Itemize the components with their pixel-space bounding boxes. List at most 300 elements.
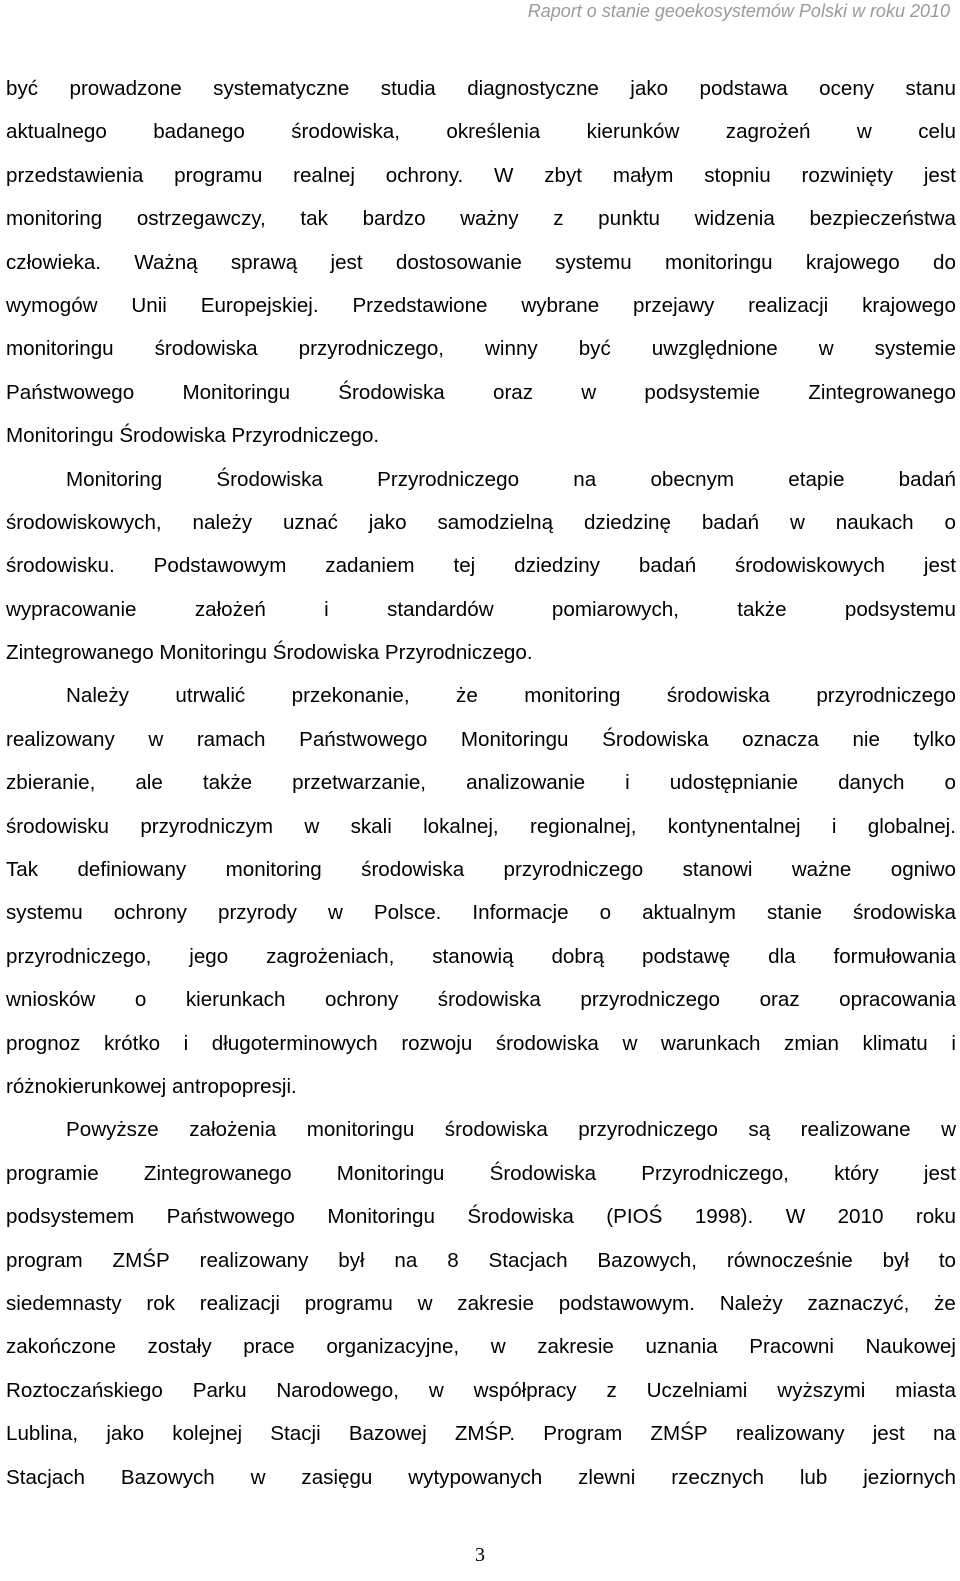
word: badanego [153, 120, 245, 144]
text-line [6, 631, 956, 674]
word: środowiska, [291, 120, 400, 144]
running-header: Raport o stanie geoekosystemów Polski w roku 2010 [527, 1, 950, 21]
text-line [6, 458, 956, 501]
text-line [6, 1456, 956, 1499]
word: Narodowego, [276, 1378, 399, 1402]
word: ale [135, 771, 163, 795]
word: uznania [645, 1335, 718, 1359]
word: Monitoring [66, 467, 163, 491]
word: Tak [6, 858, 39, 882]
word: realizacji [199, 1291, 280, 1315]
word: przyrodniczego [580, 988, 721, 1012]
word: ramach [196, 727, 266, 751]
word: zagrożeń [725, 120, 811, 144]
word: 1998). [694, 1205, 754, 1229]
text-line [6, 1325, 956, 1368]
word: oraz [492, 380, 534, 404]
text-line [6, 1152, 956, 1195]
word: zadaniem [325, 554, 415, 578]
word: środowiska [495, 1031, 599, 1055]
word: przyrodniczego [816, 684, 956, 708]
text-line [6, 935, 956, 978]
word: wymogów [6, 293, 98, 317]
word: miasta [895, 1378, 956, 1402]
word: w [428, 1378, 444, 1402]
line-text: różnokierunkowej antropopresji. [6, 1074, 297, 1098]
word: systemu [6, 901, 83, 925]
word: równocześnie [726, 1248, 853, 1272]
word: badań [701, 510, 760, 534]
word: 2010 [837, 1205, 884, 1229]
word: że [934, 1291, 956, 1315]
word: ostrzegawczy, [136, 207, 266, 231]
word: zaznaczyć, [807, 1291, 910, 1315]
word: środowiska [154, 337, 258, 361]
text-line [6, 1412, 956, 1455]
word: Bazowej [348, 1422, 427, 1446]
word: podsystemu [844, 597, 956, 621]
word: Informacje [472, 901, 569, 925]
word: Zintegrowanego [143, 1161, 292, 1185]
word: ogniwo [890, 858, 956, 882]
word: zagrożeniach, [266, 944, 395, 968]
word: są [748, 1118, 771, 1142]
word: wniosków [6, 988, 96, 1012]
word: w [856, 120, 872, 144]
text-line [6, 718, 956, 761]
word: Stacjach [6, 1465, 85, 1489]
text-line [6, 1108, 956, 1151]
word: organizacyjne, [326, 1335, 460, 1359]
word: winny [485, 337, 538, 361]
word: W [494, 163, 514, 187]
word: udostępnianie [669, 771, 799, 795]
word: pomiarowych, [551, 597, 679, 621]
word: badań [898, 467, 956, 491]
word: celu [918, 120, 956, 144]
word: w [250, 1465, 266, 1489]
word: długoterminowych [211, 1031, 378, 1055]
word: krajowego [805, 250, 900, 274]
word: opracowania [839, 988, 956, 1012]
word: krótko [103, 1031, 161, 1055]
word: W [785, 1205, 806, 1229]
word: jego [189, 944, 229, 968]
word: tak [300, 207, 328, 231]
word: analizowanie [466, 771, 586, 795]
word: naukach [835, 510, 914, 534]
word: dziedziny [514, 554, 600, 578]
word: i [831, 814, 837, 838]
word: Państwowego [299, 727, 428, 751]
word: siedemnasty [6, 1291, 122, 1315]
word: program [6, 1248, 83, 1272]
word: przedstawienia [6, 163, 144, 187]
word: klimatu [862, 1031, 928, 1055]
text-line [6, 1195, 956, 1238]
word: nie [852, 727, 880, 751]
word: realizowany [6, 727, 115, 751]
word: prognoz [6, 1031, 81, 1055]
text-line [6, 848, 956, 891]
word: z [606, 1378, 617, 1402]
word: Monitoringu [336, 1161, 445, 1185]
word: ochrony [113, 901, 187, 925]
word: dziedzinę [583, 510, 671, 534]
word: Monitoringu [327, 1205, 435, 1229]
word: ważne [791, 858, 852, 882]
word: środowiska [361, 858, 465, 882]
text-line [6, 110, 956, 153]
word: systemie [874, 337, 956, 361]
word: programie [6, 1161, 99, 1185]
word: aktualnego [6, 120, 107, 144]
word: bardzo [362, 207, 426, 231]
word: zakończone [6, 1335, 116, 1359]
word: o [599, 901, 612, 925]
word: jako [106, 1422, 145, 1446]
text-line [6, 327, 956, 370]
text-line [6, 241, 956, 284]
word: Podstawowym [153, 554, 287, 578]
word: lub [799, 1465, 828, 1489]
text-line [6, 1065, 956, 1108]
word: Przyrodniczego [377, 467, 520, 491]
word: programu [304, 1291, 393, 1315]
word: rok [146, 1291, 175, 1315]
word: przyrodniczego [578, 1118, 718, 1142]
word: środowiskowych, [6, 510, 162, 534]
text-line [6, 1282, 956, 1325]
word: dobrą [551, 944, 605, 968]
text-line [6, 978, 956, 1021]
text-line [6, 1239, 956, 1282]
word: stanowi [682, 858, 753, 882]
word: z [553, 207, 564, 231]
line-text: Monitoringu Środowiska Przyrodniczego. [6, 424, 380, 448]
word: podstawa [699, 77, 788, 100]
word: bezpieczeństwa [809, 207, 956, 231]
word: Monitoringu [182, 380, 291, 404]
word: dla [768, 944, 796, 968]
word: Polsce. [373, 901, 442, 925]
word: Uczelniami [646, 1378, 748, 1402]
word: który [834, 1161, 879, 1185]
word: Państwowego [166, 1205, 295, 1229]
word: w [818, 337, 834, 361]
word: Ważną [134, 250, 198, 274]
word: zbieranie, [6, 771, 96, 795]
word: uwzględnione [651, 337, 778, 361]
word: tylko [913, 727, 956, 751]
word: w [304, 814, 320, 838]
word: Roztoczańskiego [6, 1378, 163, 1402]
word: Program [543, 1422, 623, 1446]
word: etapie [788, 467, 845, 491]
word: jest [872, 1422, 905, 1446]
word: w [581, 380, 597, 404]
word: przetwarzanie, [292, 771, 427, 795]
word: Państwowego [6, 380, 135, 404]
word: wypracowanie [6, 597, 137, 621]
word: realizowane [800, 1118, 911, 1142]
text-line [6, 761, 956, 804]
word: ZMŚP. [454, 1422, 516, 1446]
word: zasięgu [301, 1465, 373, 1489]
word: jako [630, 77, 669, 100]
word: realizowany [199, 1248, 309, 1272]
word: to [938, 1248, 956, 1272]
word: zakresie [537, 1335, 614, 1359]
word: monitoringu [665, 250, 773, 274]
word: w [789, 510, 805, 534]
word: wytypowanych [408, 1465, 543, 1489]
word: kierunkach [185, 988, 286, 1012]
text-line [6, 674, 956, 717]
word: na [394, 1248, 418, 1272]
word: prace [243, 1335, 295, 1359]
text-line [6, 284, 956, 327]
word: Powyższe [66, 1118, 159, 1142]
word: Stacjach [488, 1248, 568, 1272]
word: Środowiska [338, 380, 445, 404]
word: zostały [147, 1335, 212, 1359]
word: oraz [759, 988, 800, 1012]
word: monitoring [225, 858, 322, 882]
word: oceny [819, 77, 875, 100]
word: także [202, 771, 253, 795]
word: w [490, 1335, 506, 1359]
word: obecnym [650, 467, 735, 491]
text-line [6, 501, 956, 544]
word: Należy [66, 684, 129, 708]
word: określenia [446, 120, 541, 144]
word: widzenia [694, 207, 775, 231]
word: rzecznych [671, 1465, 764, 1489]
word: środowiska [444, 1118, 548, 1142]
word: w [327, 901, 343, 925]
word: przyrodniczym [140, 814, 274, 838]
word: (PIOŚ [606, 1205, 663, 1229]
word: środowiska [666, 684, 770, 708]
word: Środowiska [467, 1205, 574, 1229]
word: tej [453, 554, 476, 578]
text-line [6, 1369, 956, 1412]
word: monitoringu [6, 337, 114, 361]
word: o [944, 510, 956, 534]
word: uznać [282, 510, 338, 534]
word: systematyczne [213, 77, 350, 100]
word: studia [380, 77, 436, 100]
word: środowiska [852, 901, 956, 925]
word: ochrony [324, 988, 399, 1012]
word: jest [923, 163, 956, 187]
word: stanu [905, 77, 956, 100]
word: Środowiska [216, 467, 323, 491]
word: realnej [293, 163, 355, 187]
word: skali [350, 814, 392, 838]
word: programu [174, 163, 263, 187]
word: krajowego [862, 293, 956, 317]
text-line [6, 414, 956, 457]
word: środowiska [437, 988, 541, 1012]
word: środowisku [6, 814, 110, 838]
word: Stacji [270, 1422, 321, 1446]
word: przyrodniczego, [6, 944, 152, 968]
word: człowieka. [6, 250, 101, 274]
word: Naukowej [865, 1335, 956, 1359]
word: roku [915, 1205, 956, 1229]
word: o [134, 988, 147, 1012]
word: także [737, 597, 787, 621]
word: rozwinięty [801, 163, 894, 187]
text-line [6, 805, 956, 848]
word: przyrodniczego [503, 858, 644, 882]
word: kolejnej [172, 1422, 243, 1446]
word: przyrody [217, 901, 297, 925]
word: Przyrodniczego, [641, 1161, 789, 1185]
text-line [6, 154, 956, 197]
word: rozwoju [401, 1031, 473, 1055]
word: dostosowanie [395, 250, 522, 274]
word: ochrony. [385, 163, 464, 187]
word: punktu [598, 207, 661, 231]
word: i [324, 597, 329, 621]
word: Środowiska [489, 1161, 597, 1185]
word: Lublina, [6, 1422, 79, 1446]
word: zbyt [544, 163, 583, 187]
text-line [6, 588, 956, 631]
text-line [6, 891, 956, 934]
word: w [148, 727, 164, 751]
word: przekonanie, [291, 684, 410, 708]
word: Bazowych [120, 1465, 215, 1489]
word: realizacji [748, 293, 829, 317]
word: środowiskowych [735, 554, 885, 578]
word: jest [923, 1161, 956, 1185]
word: Środowiska [602, 727, 709, 751]
line-text: Zintegrowanego Monitoringu Środowiska Przyrodniczego. [6, 641, 533, 665]
word: warunkach [660, 1031, 761, 1055]
word: ZMŚP [650, 1422, 708, 1446]
word: stanie [766, 901, 822, 925]
word: i [183, 1031, 189, 1055]
word: o [944, 771, 956, 795]
word: kierunków [586, 120, 680, 144]
word: przyrodniczego, [298, 337, 445, 361]
word: środowisku. [6, 554, 115, 578]
word: przejawy [633, 293, 715, 317]
word: wybrane [521, 293, 600, 317]
word: monitoring [6, 207, 103, 231]
word: w [417, 1291, 433, 1315]
word: definiowany [77, 858, 187, 882]
word: realizowany [735, 1422, 845, 1446]
word: ZMŚP [112, 1248, 170, 1272]
word: kontynentalnej [667, 814, 801, 838]
text-line [6, 544, 956, 587]
word: aktualnym [642, 901, 736, 925]
word: był [882, 1248, 909, 1272]
word: diagnostyczne [467, 77, 599, 100]
word: Europejskiej. [200, 293, 319, 317]
text-line [6, 1022, 956, 1065]
word: oznacza [742, 727, 819, 751]
word: w [622, 1031, 638, 1055]
word: systemu [555, 250, 632, 274]
word: w [941, 1118, 956, 1142]
word: danych [838, 771, 905, 795]
word: na [573, 467, 597, 491]
word: monitoring [524, 684, 621, 708]
word: monitoringu [306, 1118, 415, 1142]
word: sprawą [230, 250, 298, 274]
word: założenia [189, 1118, 277, 1142]
word: zlewni [578, 1465, 636, 1489]
word: podsystemie [644, 380, 760, 404]
word: podsystemem [6, 1205, 135, 1229]
word: Zintegrowanego [808, 380, 956, 404]
word: Pracowni [749, 1335, 834, 1359]
word: samodzielną [437, 510, 554, 534]
word: być [6, 77, 39, 100]
word: 8 [447, 1248, 459, 1272]
word: Należy [719, 1291, 783, 1315]
word: ważny [460, 207, 519, 231]
word: stanowią [432, 944, 514, 968]
word: Parku [192, 1378, 247, 1402]
word: małym [612, 163, 674, 187]
word: standardów [387, 597, 494, 621]
word: stopniu [704, 163, 771, 187]
word: podstawę [642, 944, 731, 968]
word: i [625, 771, 630, 795]
word: jako [368, 510, 407, 534]
word: wyższymi [777, 1378, 866, 1402]
word: Przedstawione [352, 293, 488, 317]
text-line [6, 67, 956, 110]
document-body [6, 67, 956, 1499]
page-number: 3 [475, 1544, 485, 1566]
text-line [6, 371, 956, 414]
word: jeziornych [863, 1465, 956, 1489]
word: że [456, 684, 478, 708]
word: zmian [784, 1031, 839, 1055]
word: zakresie [457, 1291, 534, 1315]
word: do [933, 250, 956, 274]
word: Bazowych, [597, 1248, 697, 1272]
word: na [932, 1422, 956, 1446]
word: być [578, 337, 611, 361]
word: formułowania [833, 944, 956, 968]
word: jest [330, 250, 363, 274]
word: Monitoringu [460, 727, 569, 751]
word: był [338, 1248, 365, 1272]
word: i [951, 1031, 956, 1055]
word: badań [638, 554, 697, 578]
word: założeń [194, 597, 266, 621]
word: podstawowym. [558, 1291, 695, 1315]
word: globalnej. [867, 814, 956, 838]
word: należy [192, 510, 253, 534]
word: utrwalić [175, 684, 246, 708]
word: jest [923, 554, 956, 578]
word: lokalnej, [423, 814, 499, 838]
word: regionalnej, [529, 814, 637, 838]
word: współpracy [473, 1378, 577, 1402]
text-line [6, 197, 956, 240]
word: prowadzone [69, 77, 182, 100]
